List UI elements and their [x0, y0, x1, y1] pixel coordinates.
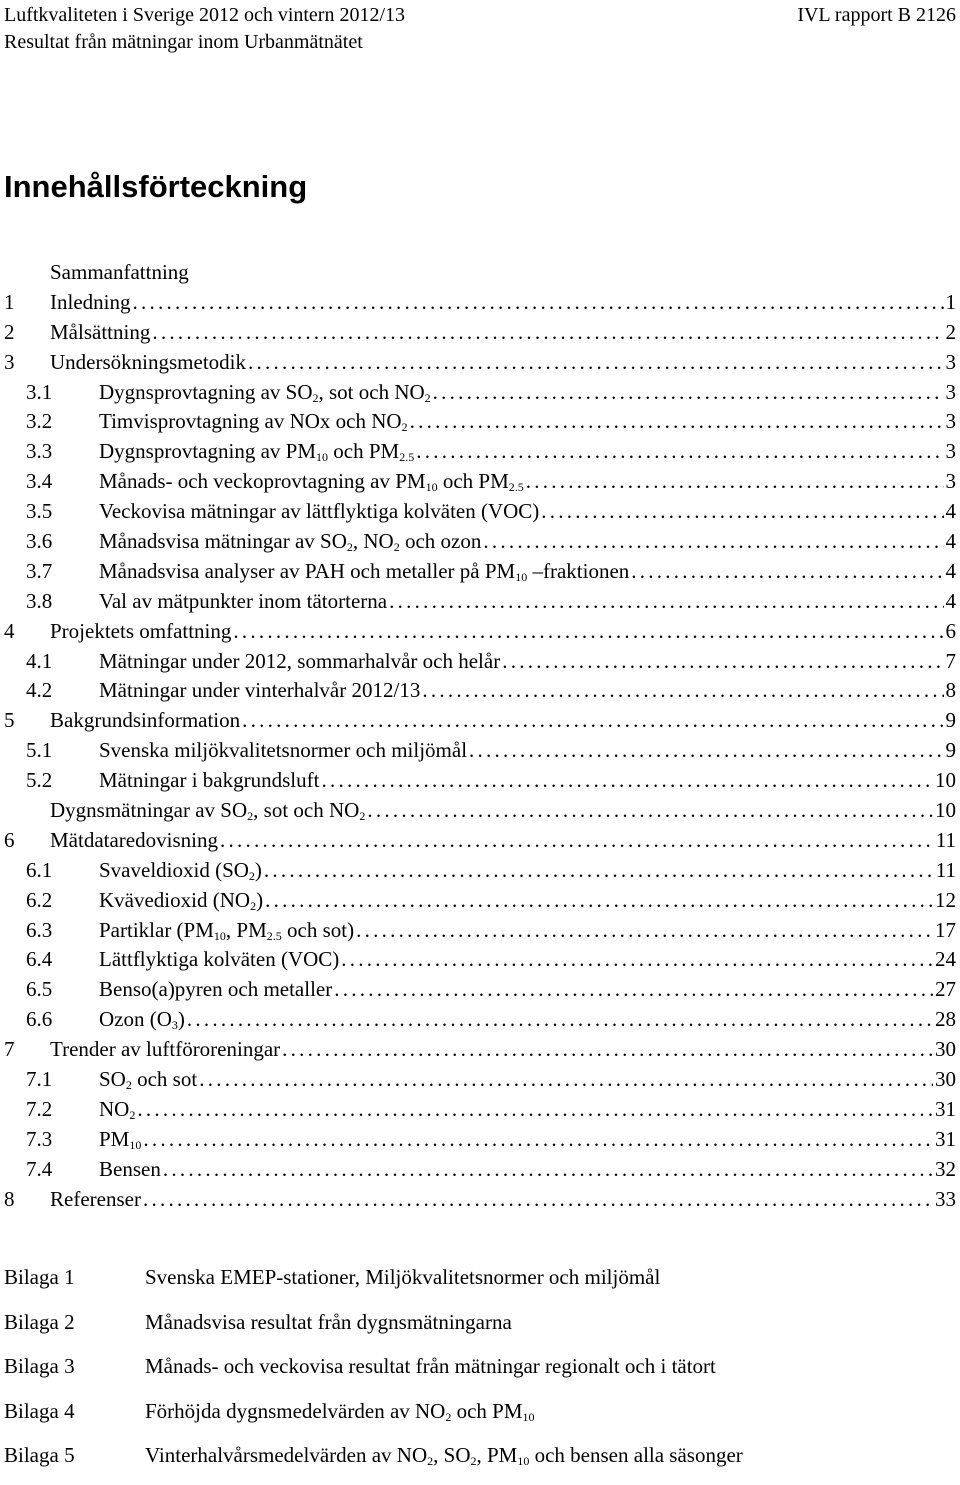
text-segment: Trender av luftföroreningar — [50, 1037, 281, 1062]
text-segment: ) — [256, 887, 264, 912]
toc-entry-label — [99, 736, 467, 766]
toc-entry-page: 31 — [935, 1096, 956, 1121]
toc-dot-leader — [631, 557, 943, 587]
text-segment: , PM — [476, 1443, 518, 1468]
subscript: 10 — [425, 480, 438, 495]
toc-entry-line — [99, 378, 956, 408]
text-segment: Kvävedioxid (NO — [99, 887, 251, 912]
toc-dot-leader — [132, 288, 943, 318]
toc-entry-line — [50, 617, 956, 647]
subscript: 2 — [445, 1409, 452, 1424]
toc-entry-label — [50, 288, 130, 318]
toc-entry-number: 3.8 — [26, 588, 53, 613]
toc-dot-leader — [265, 886, 933, 916]
text-segment: Benso(a)pyren och metaller — [99, 977, 333, 1002]
toc-entry-label — [99, 676, 420, 706]
appendix-title — [145, 1351, 716, 1381]
toc-entry-page: 27 — [935, 977, 956, 1002]
toc-entry-number: 6.5 — [26, 977, 53, 1002]
toc-entry-number: 3 — [4, 349, 15, 374]
subscript: 2 — [359, 809, 366, 824]
appendix-title — [145, 1307, 512, 1337]
toc-dot-leader — [199, 1065, 933, 1095]
toc-entry[interactable] — [0, 617, 960, 647]
toc-entry-page: 30 — [935, 1037, 956, 1062]
toc-entry-number: 7.1 — [26, 1067, 53, 1092]
toc-entry[interactable] — [0, 886, 960, 916]
toc-entry-label — [99, 1065, 197, 1095]
toc-entry-line — [99, 587, 956, 617]
toc-entry-page: 12 — [935, 887, 956, 912]
subscript: 2 — [248, 868, 255, 883]
toc-entry-number: 7.3 — [26, 1126, 53, 1151]
subscript: 2 — [393, 540, 400, 555]
toc-entry-page: 31 — [935, 1126, 956, 1151]
toc-entry-label — [99, 916, 354, 946]
toc-entry-line — [50, 826, 956, 856]
toc-entry-number: 5.2 — [26, 768, 53, 793]
appendix-list — [0, 1262, 960, 1485]
toc-entry-label — [50, 706, 240, 736]
text-segment: och bensen alla säsonger — [529, 1443, 743, 1468]
toc-dot-leader — [233, 617, 943, 647]
toc-dot-leader — [526, 467, 944, 497]
appendix-label: Bilaga 4 — [4, 1398, 75, 1423]
toc-entry[interactable] — [0, 826, 960, 856]
text-segment: , PM — [225, 917, 267, 942]
toc-entry-number: 3.7 — [26, 558, 53, 583]
toc-entry-page: 11 — [935, 857, 956, 882]
toc-entry-line — [50, 706, 956, 736]
toc-entry-line — [50, 1035, 956, 1065]
toc-dot-leader — [137, 1095, 933, 1125]
toc-entry[interactable] — [0, 437, 960, 467]
appendix-entry — [0, 1351, 960, 1396]
toc-entry[interactable] — [0, 378, 960, 408]
toc-dot-leader — [143, 1125, 933, 1155]
toc-entry[interactable] — [0, 318, 960, 348]
toc-entry-number: 2 — [4, 319, 15, 344]
toc-entry-page: 11 — [935, 827, 956, 852]
text-segment: Förhöjda dygnsmedelvärden av NO — [145, 1398, 446, 1423]
toc-entry[interactable] — [0, 467, 960, 497]
toc-entry-line — [99, 407, 956, 437]
toc-entry-label — [50, 826, 218, 856]
toc-entry-label — [99, 886, 263, 916]
text-segment: –fraktionen — [527, 558, 630, 583]
toc-entry-page: 4 — [945, 529, 956, 554]
toc-dot-leader — [248, 348, 944, 378]
toc-entry[interactable] — [0, 766, 960, 796]
toc-entry[interactable] — [0, 856, 960, 886]
toc-entry-page: 9 — [945, 738, 956, 763]
text-segment: Vinterhalvårsmedelvärden av NO — [145, 1443, 428, 1468]
toc-entry-number: 7.4 — [26, 1156, 53, 1181]
text-segment: , sot och NO — [318, 379, 425, 404]
toc-entry-number: 4 — [4, 618, 15, 643]
toc-entry-label — [99, 856, 262, 886]
text-segment: , SO — [433, 1443, 471, 1468]
toc-entry-page: 3 — [945, 349, 956, 374]
toc-entry[interactable] — [0, 1185, 960, 1215]
toc-entry-line — [50, 258, 189, 288]
toc-entry-number: 5.1 — [26, 738, 53, 763]
toc-entry-line — [99, 736, 956, 766]
text-segment: Ozon (O — [99, 1007, 172, 1032]
toc-entry-page: 24 — [935, 947, 956, 972]
toc-entry-page: 10 — [935, 768, 956, 793]
toc-entry-label — [99, 647, 500, 677]
toc-dot-leader — [356, 916, 933, 946]
toc-entry-line — [99, 497, 956, 527]
text-segment: NO — [99, 1096, 130, 1121]
toc-entry-line — [99, 467, 956, 497]
toc-entry-number: 4.2 — [26, 678, 53, 703]
toc-entry-number: 6 — [4, 827, 15, 852]
text-segment: Månadsvisa resultat från dygnsmätningarna — [145, 1309, 512, 1334]
toc-entry-page: 7 — [945, 648, 956, 673]
text-segment: Timvisprovtagning av NOx och NO — [99, 409, 402, 434]
toc-entry-number: 6.4 — [26, 947, 53, 972]
toc-entry[interactable] — [0, 1095, 960, 1125]
toc-dot-leader — [502, 647, 943, 677]
toc-entry-line — [99, 1065, 956, 1095]
toc-dot-leader — [341, 945, 933, 975]
toc-entry[interactable] — [0, 348, 960, 378]
subscript: 2 — [427, 1454, 434, 1469]
text-segment: Svenska EMEP-stationer, Miljökvalitetsnormer och miljömål — [145, 1265, 661, 1289]
appendix-entry — [0, 1262, 960, 1307]
subscript: 10 — [316, 450, 328, 465]
toc-entry[interactable] — [0, 557, 960, 587]
text-segment: Månads- och veckovisa resultat från mätningar regionalt och i tätort — [145, 1354, 716, 1379]
toc-entry[interactable] — [0, 736, 960, 766]
toc-entry-page: 32 — [935, 1156, 956, 1181]
text-segment: och ozon — [399, 529, 482, 554]
toc-entry[interactable] — [0, 706, 960, 736]
subscript: 2.5 — [266, 928, 282, 943]
text-segment: Mätningar i bakgrundsluft — [99, 768, 320, 793]
toc-dot-leader — [321, 766, 933, 796]
appendix-title — [145, 1440, 743, 1470]
toc-entry[interactable] — [0, 945, 960, 975]
toc-entry-label — [50, 1185, 141, 1215]
toc-entry-number: 3.5 — [26, 499, 53, 524]
toc-entry-page: 17 — [935, 917, 956, 942]
subscript: 10 — [213, 928, 226, 943]
toc-entry-page: 8 — [945, 678, 956, 703]
toc-entry-number: 3.4 — [26, 469, 53, 494]
toc-entry-line — [99, 647, 956, 677]
text-segment: SO — [99, 1067, 126, 1092]
appendix-label: Bilaga 1 — [4, 1265, 75, 1289]
toc-entry-page: 3 — [945, 409, 956, 434]
text-segment: Mätdataredovisning — [50, 827, 218, 852]
subscript: 10 — [515, 569, 528, 584]
text-segment: Undersökningsmetodik — [50, 349, 246, 374]
toc-dot-leader — [264, 856, 934, 886]
text-segment: Målsättning — [50, 319, 151, 344]
text-segment: ) — [177, 1007, 185, 1032]
toc-entry-line — [99, 945, 956, 975]
toc-entry-line — [99, 856, 956, 886]
text-segment: Dygnsprovtagning av PM — [99, 439, 316, 464]
appendix-title — [145, 1396, 535, 1426]
toc-entry-label — [99, 407, 408, 437]
toc-entry-page: 3 — [945, 439, 956, 464]
toc-entry-number: 1 — [4, 289, 15, 314]
toc-entry-label — [99, 497, 539, 527]
text-segment: och PM — [437, 469, 509, 494]
appendix-entry — [0, 1440, 960, 1485]
toc-entry[interactable] — [0, 676, 960, 706]
subscript: 2 — [401, 420, 408, 435]
toc-entry-label — [99, 945, 339, 975]
toc-entry-number: 6.3 — [26, 917, 53, 942]
subscript: 2 — [470, 1454, 477, 1469]
table-of-contents — [0, 258, 960, 1215]
toc-entry-line — [99, 766, 956, 796]
page-header — [4, 2, 956, 56]
toc-dot-leader — [334, 975, 933, 1005]
appendix-entry — [0, 1396, 960, 1441]
toc-entry-number: 7 — [4, 1037, 15, 1062]
toc-entry-line — [99, 676, 956, 706]
toc-entry[interactable] — [0, 1125, 960, 1155]
toc-dot-leader — [242, 706, 943, 736]
toc-entry-line — [99, 437, 956, 467]
toc-entry-page: 4 — [945, 499, 956, 524]
appendix-label: Bilaga 5 — [4, 1443, 75, 1468]
toc-dot-leader — [541, 497, 943, 527]
toc-entry-number: 7.2 — [26, 1096, 53, 1121]
toc-entry-number: 6.6 — [26, 1007, 53, 1032]
text-segment: Veckovisa mätningar av lättflyktiga kolväten (VOC) — [99, 499, 540, 524]
toc-entry-label — [50, 1035, 280, 1065]
header-report-number: IVL rapport B 2126 — [797, 4, 956, 26]
toc-dot-leader — [187, 1005, 933, 1035]
toc-entry[interactable] — [0, 1155, 960, 1185]
toc-entry-line — [99, 557, 956, 587]
toc-entry[interactable] — [0, 527, 960, 557]
text-segment: och PM — [328, 439, 400, 464]
toc-entry-page: 2 — [945, 319, 956, 344]
text-segment: ) — [254, 857, 262, 882]
toc-entry-number: 6.1 — [26, 857, 53, 882]
appendix-label: Bilaga 3 — [4, 1354, 75, 1379]
subscript: 2 — [129, 1107, 136, 1122]
toc-entry[interactable] — [0, 288, 960, 318]
text-segment: och sot — [131, 1067, 198, 1092]
toc-entry-line — [99, 975, 956, 1005]
page-title: Innehållsförteckning — [4, 169, 308, 204]
toc-entry-line — [50, 318, 956, 348]
toc-entry[interactable] — [0, 407, 960, 437]
toc-entry-line — [99, 1125, 956, 1155]
text-segment: och sot) — [281, 917, 355, 942]
text-segment: Månads- och veckoprovtagning av PM — [99, 469, 426, 494]
text-segment: Svaveldioxid (SO — [99, 857, 249, 882]
appendix-entry — [0, 1307, 960, 1352]
toc-dot-leader — [220, 826, 934, 856]
toc-entry-label — [99, 1125, 141, 1155]
toc-entry-number: 8 — [4, 1186, 15, 1211]
toc-entry[interactable] — [0, 647, 960, 677]
toc-dot-leader — [422, 676, 943, 706]
toc-entry-number: 4.1 — [26, 648, 53, 673]
toc-entry-line — [50, 348, 956, 378]
toc-dot-leader — [389, 587, 943, 617]
text-segment: , sot och NO — [253, 798, 360, 823]
toc-entry-number: 3.3 — [26, 439, 53, 464]
toc-entry-label — [99, 1095, 135, 1125]
toc-dot-leader — [483, 527, 943, 557]
toc-entry-page: 9 — [945, 708, 956, 733]
toc-entry-label — [99, 557, 629, 587]
toc-entry-label — [50, 617, 231, 647]
toc-dot-leader — [152, 318, 943, 348]
text-segment: Dygnsmätningar av SO — [50, 798, 248, 823]
toc-entry-page: 28 — [935, 1007, 956, 1032]
toc-entry-page: 3 — [945, 379, 956, 404]
toc-entry-page: 6 — [945, 618, 956, 643]
toc-entry-number: 5 — [4, 708, 15, 733]
subscript: 2 — [346, 540, 353, 555]
toc-entry-line — [50, 796, 956, 826]
toc-entry-label — [99, 975, 332, 1005]
toc-entry-line — [99, 886, 956, 916]
toc-entry-line — [50, 288, 956, 318]
text-segment: Bakgrundsinformation — [50, 708, 241, 733]
header-report-title: Luftkvaliteten i Sverige 2012 och vintern 2012/13 — [4, 4, 406, 26]
toc-entry-label — [50, 348, 246, 378]
subscript: 3 — [171, 1018, 178, 1033]
text-segment: och PM — [451, 1398, 523, 1423]
text-segment: Inledning — [50, 289, 131, 314]
toc-entry-line — [99, 1095, 956, 1125]
toc-dot-leader — [143, 1185, 933, 1215]
toc-entry-label — [99, 437, 414, 467]
toc-entry-line — [99, 1005, 956, 1035]
subscript: 2 — [247, 809, 254, 824]
text-segment: Bensen — [99, 1156, 161, 1181]
toc-entry-label — [99, 527, 481, 557]
toc-entry-label — [99, 1155, 161, 1185]
toc-entry-line — [99, 1155, 956, 1185]
text-segment: PM — [99, 1126, 130, 1151]
toc-entry-number: 3.6 — [26, 529, 53, 554]
toc-entry-label — [99, 587, 387, 617]
toc-dot-leader — [416, 437, 943, 467]
toc-entry[interactable] — [0, 796, 960, 826]
toc-dot-leader — [367, 796, 933, 826]
toc-dot-leader — [282, 1035, 933, 1065]
toc-entry-page: 4 — [945, 588, 956, 613]
toc-entry[interactable] — [0, 258, 960, 288]
toc-entry-line — [99, 527, 956, 557]
text-segment: Dygnsprovtagning av SO — [99, 379, 313, 404]
toc-entry[interactable] — [0, 587, 960, 617]
toc-entry-page: 3 — [945, 469, 956, 494]
toc-dot-leader — [469, 736, 943, 766]
text-segment: , NO — [352, 529, 394, 554]
text-segment: Sammanfattning — [50, 260, 189, 284]
toc-entry-number: 3.1 — [26, 379, 53, 404]
text-segment: Partiklar (PM — [99, 917, 214, 942]
toc-entry[interactable] — [0, 1005, 960, 1035]
toc-entry[interactable] — [0, 975, 960, 1005]
text-segment: Referenser — [50, 1186, 141, 1211]
toc-entry[interactable] — [0, 916, 960, 946]
appendix-title — [145, 1262, 660, 1292]
toc-entry-number: 6.2 — [26, 887, 53, 912]
toc-entry-page: 10 — [935, 798, 956, 823]
subscript: 2.5 — [508, 480, 524, 495]
toc-entry-line — [50, 1185, 956, 1215]
toc-entry[interactable] — [0, 1035, 960, 1065]
text-segment: Månadsvisa mätningar av SO — [99, 529, 347, 554]
toc-entry-page: 1 — [945, 289, 956, 314]
toc-entry-page: 4 — [945, 558, 956, 583]
subscript: 10 — [129, 1137, 142, 1152]
toc-entry-label — [50, 796, 365, 826]
toc-entry-number: 3.2 — [26, 409, 53, 434]
text-segment: Svenska miljökvalitetsnormer och miljömål — [99, 738, 468, 763]
subscript: 10 — [517, 1454, 530, 1469]
toc-dot-leader — [433, 378, 944, 408]
toc-entry-label — [99, 1005, 185, 1035]
subscript: 2 — [250, 898, 257, 913]
toc-entry-label — [50, 318, 150, 348]
toc-entry-page: 30 — [935, 1067, 956, 1092]
toc-entry[interactable] — [0, 1065, 960, 1095]
toc-dot-leader — [163, 1155, 933, 1185]
subscript: 2 — [125, 1078, 132, 1093]
text-segment: Val av mätpunkter inom tätorterna — [99, 588, 388, 613]
subscript: 2.5 — [399, 450, 415, 465]
toc-entry-label — [99, 467, 524, 497]
text-segment: Projektets omfattning — [50, 618, 232, 643]
toc-entry-label — [99, 766, 319, 796]
text-segment: Lättflyktiga kolväten (VOC) — [99, 947, 340, 972]
toc-entry-line — [99, 916, 956, 946]
appendix-label: Bilaga 2 — [4, 1309, 75, 1334]
text-segment: Mätningar under vinterhalvår 2012/13 — [99, 678, 421, 703]
toc-entry-page: 33 — [935, 1186, 956, 1211]
subscript: 2 — [312, 390, 319, 405]
toc-entry-label — [99, 378, 431, 408]
subscript: 2 — [424, 390, 431, 405]
toc-dot-leader — [410, 407, 944, 437]
toc-entry[interactable] — [0, 497, 960, 527]
header-report-subtitle: Resultat från mätningar inom Urbanmätnätet — [4, 31, 363, 53]
text-segment: Mätningar under 2012, sommarhalvår och helår — [99, 648, 501, 673]
subscript: 10 — [522, 1409, 535, 1424]
toc-entry-label — [50, 258, 189, 288]
text-segment: Månadsvisa analyser av PAH och metaller på PM — [99, 558, 516, 583]
